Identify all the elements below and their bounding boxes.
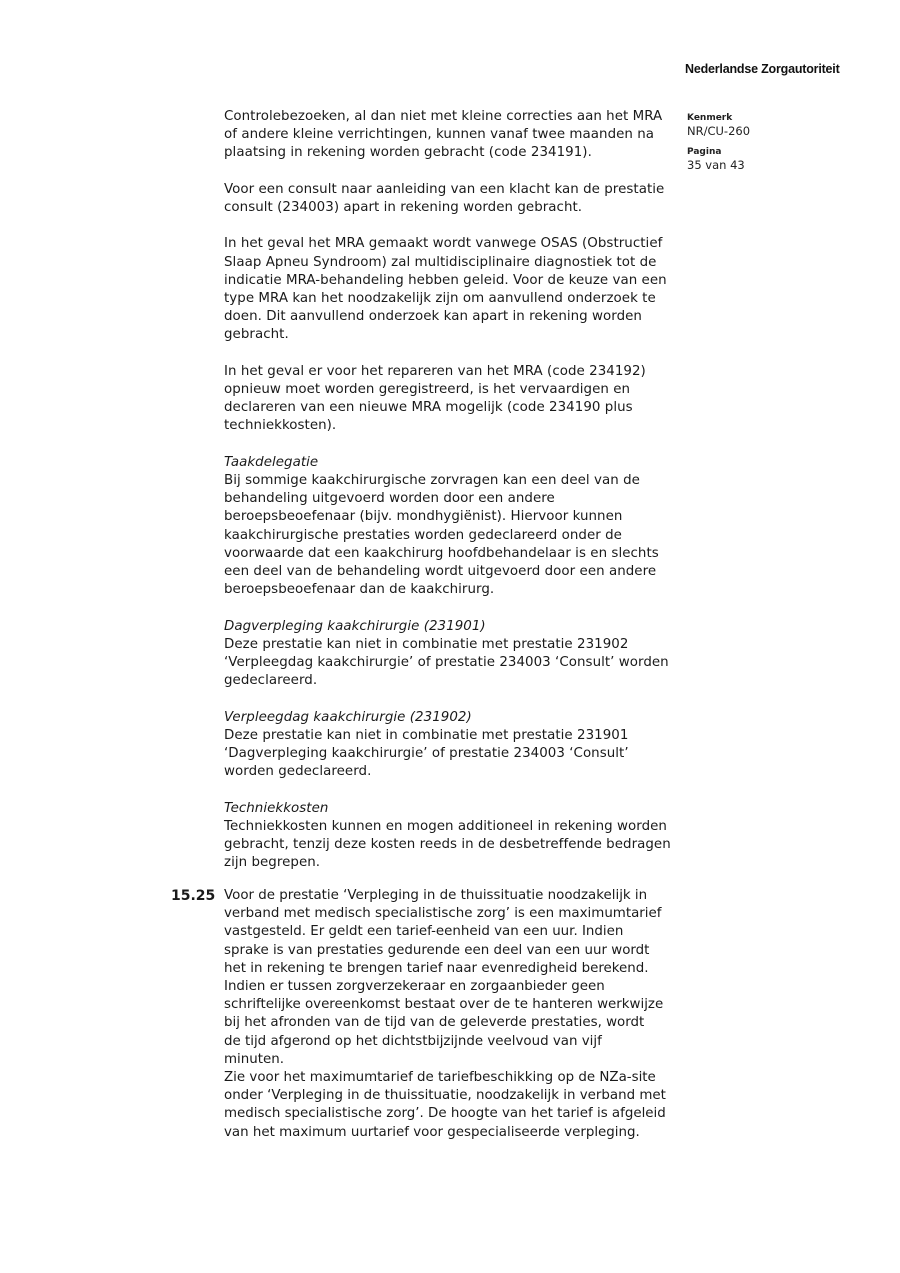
text-line: beroepsbeoefenaar dan de kaakchirurg. xyxy=(224,582,495,598)
article-body xyxy=(224,887,684,1142)
text-line: Techniekkosten kunnen en mogen additioneel in rekening worden xyxy=(224,818,667,834)
section-taakdelegatie xyxy=(224,454,684,600)
text-line: medisch specialistische zorg’. De hoogte van het tarief is afgeleid xyxy=(224,1106,666,1122)
text-line: Deze prestatie kan niet in combinatie met prestatie 231901 xyxy=(224,727,629,743)
text-line: van het maximum uurtarief voor gespecialiseerde verpleging. xyxy=(224,1124,640,1140)
text-line: bij het afronden van de tijd van de geleverde prestaties, wordt xyxy=(224,1015,645,1031)
text-line: Voor de prestatie ‘Verpleging in de thuissituatie noodzakelijk in xyxy=(224,888,648,903)
text-line: of andere kleine verrichtingen, kunnen vanaf twee maanden na xyxy=(224,127,655,143)
section-heading: Verpleegdag kaakchirurgie (231902) xyxy=(224,709,472,725)
text-line: vastgesteld. Er geldt een tarief-eenheid van een uur. Indien xyxy=(224,924,624,940)
text-line: behandeling uitgevoerd worden door een andere xyxy=(224,491,555,507)
text-line: schriftelijke overeenkomst bestaat over de te hanteren werkwijze xyxy=(224,997,664,1013)
section-heading: Dagverpleging kaakchirurgie (231901) xyxy=(224,618,486,634)
text-line: Deze prestatie kan niet in combinatie met prestatie 231902 xyxy=(224,636,629,652)
text-line: Slaap Apneu Syndroom) zal multidisciplinaire diagnostiek tot de xyxy=(224,254,657,270)
text-line: zijn begrepen. xyxy=(224,855,321,871)
text-line: het in rekening te brengen tarief naar evenredigheid berekend. xyxy=(224,960,649,976)
text-line: ‘Verpleegdag kaakchirurgie’ of prestatie 234003 ‘Consult’ worden xyxy=(224,655,669,671)
text-line: In het geval er voor het repareren van het MRA (code 234192) xyxy=(224,363,646,379)
text-line: Bij sommige kaakchirurgische zorvragen kan een deel van de xyxy=(224,473,640,488)
paragraph-consult xyxy=(224,181,684,217)
paragraph-osas xyxy=(224,235,684,344)
main-body xyxy=(224,108,684,891)
section-techniekkosten xyxy=(224,800,684,873)
text-line: consult (234003) apart in rekening worden gebracht. xyxy=(224,200,583,215)
text-line: Voor een consult naar aanleiding van een klacht kan de prestatie xyxy=(224,181,665,197)
text-line: een deel van de behandeling wordt uitgevoerd door een andere xyxy=(224,564,657,580)
text-line: kaakchirurgische prestaties worden gedeclareerd onder de xyxy=(224,527,622,543)
text-line: techniekkosten). xyxy=(224,418,337,434)
text-line: sprake is van prestaties gedurende een deel van een uur wordt xyxy=(224,942,650,958)
text-line: opnieuw moet worden geregistreerd, is het vervaardigen en xyxy=(224,382,631,397)
text-line: gebracht. xyxy=(224,327,289,343)
text-line: declareren van een nieuwe MRA mogelijk (code 234190 plus xyxy=(224,400,633,416)
text-line: Zie voor het maximumtarief de tariefbeschikking op de NZa-site xyxy=(224,1070,656,1086)
paragraph-controlebezoeken xyxy=(224,108,684,163)
text-line: de tijd afgerond op het dichtstbijzijnde veelvoud van vijf xyxy=(224,1033,602,1049)
text-line: plaatsing in rekening worden gebracht (code 234191). xyxy=(224,145,592,161)
section-heading: Taakdelegatie xyxy=(224,454,319,470)
text-line: gebracht, tenzij deze kosten reeds in de desbetreffende bedragen xyxy=(224,837,671,853)
text-line: onder ‘Verpleging in de thuissituatie, noodzakelijk in verband met xyxy=(224,1088,666,1104)
text-line: ‘Dagverpleging kaakchirurgie’ of prestatie 234003 ‘Consult’ xyxy=(224,746,629,762)
text-line: In het geval het MRA gemaakt wordt vanwege OSAS (Obstructief xyxy=(224,236,663,252)
pagina-label: Pagina xyxy=(687,147,722,157)
section-verpleegdag xyxy=(224,709,684,782)
document-meta xyxy=(687,113,750,181)
kenmerk-label: Kenmerk xyxy=(687,113,733,123)
text-line: Controlebezoeken, al dan niet met kleine correcties aan het MRA xyxy=(224,109,663,124)
pagina-value: 35 van 43 xyxy=(687,158,745,172)
text-line: voorwaarde dat een kaakchirurg hoofdbehandelaar is en slechts xyxy=(224,545,659,561)
text-line: Indien er tussen zorgverzekeraar en zorgaanbieder geen xyxy=(224,979,605,995)
text-line: verband met medisch specialistische zorg’ is een maximumtarief xyxy=(224,906,662,922)
section-dagverpleging xyxy=(224,618,684,691)
text-line: type MRA kan het noodzakelijk zijn om aanvullend onderzoek te xyxy=(224,291,656,306)
paragraph-repareren xyxy=(224,363,684,436)
kenmerk-value: NR/CU-260 xyxy=(687,124,751,138)
organization-name: Nederlandse Zorgautoriteit xyxy=(685,62,840,76)
text-line: gedeclareerd. xyxy=(224,673,318,689)
text-line: indicatie MRA-behandeling hebben geleid. Voor de keuze van een xyxy=(224,272,667,288)
text-line: worden gedeclareerd. xyxy=(224,764,372,780)
section-heading: Techniekkosten xyxy=(224,800,329,816)
text-line: minuten. xyxy=(224,1051,284,1067)
text-line: doen. Dit aanvullend onderzoek kan apart in rekening worden xyxy=(224,309,642,325)
text-line: beroepsbeoefenaar (bijv. mondhygiënist). Hiervoor kunnen xyxy=(224,509,623,525)
article-number: 15.25 xyxy=(171,888,216,904)
